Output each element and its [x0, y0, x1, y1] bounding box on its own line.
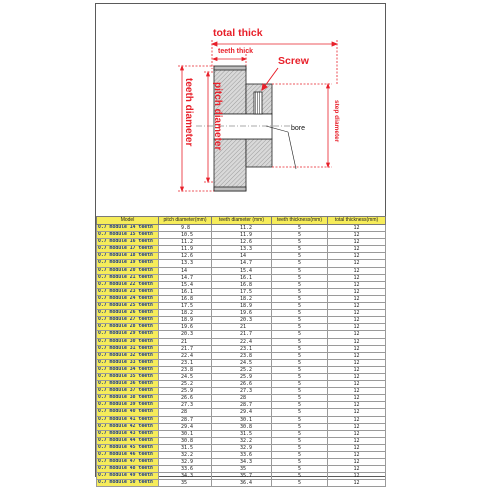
cell-teeth-thickness: 5 [272, 416, 328, 423]
cell-pitch-diameter: 18.9 [159, 317, 212, 324]
cell-total-thickness: 12 [328, 409, 386, 416]
cell-teeth-diameter: 30.8 [212, 423, 272, 430]
cell-model: 0.7 module 39 teeth [97, 402, 159, 409]
table-row [97, 310, 386, 317]
pitch-diameter-label: pitch diameter [212, 82, 223, 151]
cell-teeth-diameter: 21 [212, 324, 272, 331]
cell-teeth-thickness: 5 [272, 444, 328, 451]
cell-pitch-diameter: 14.7 [159, 274, 212, 281]
cell-model: 0.7 module 42 teeth [97, 423, 159, 430]
table-row [97, 444, 386, 451]
table-row [97, 239, 386, 246]
cell-teeth-thickness: 5 [272, 409, 328, 416]
table-row [97, 246, 386, 253]
table-row [97, 303, 386, 310]
cell-total-thickness: 12 [328, 317, 386, 324]
cell-teeth-thickness: 5 [272, 366, 328, 373]
cell-pitch-diameter: 26.6 [159, 395, 212, 402]
cell-model: 0.7 module 31 teeth [97, 345, 159, 352]
gear-dimension-diagram [96, 4, 387, 216]
cell-teeth-diameter: 36.4 [212, 480, 272, 487]
table-row [97, 473, 386, 480]
cell-teeth-thickness: 5 [272, 423, 328, 430]
cell-model: 0.7 module 23 teeth [97, 288, 159, 295]
table-row [97, 416, 386, 423]
cell-model: 0.7 module 17 teeth [97, 246, 159, 253]
cell-model: 0.7 module 19 teeth [97, 260, 159, 267]
cell-pitch-diameter: 32.2 [159, 452, 212, 459]
cell-total-thickness: 12 [328, 310, 386, 317]
cell-teeth-diameter: 11.9 [212, 232, 272, 239]
cell-teeth-diameter: 30.1 [212, 416, 272, 423]
cell-total-thickness: 12 [328, 402, 386, 409]
table-row [97, 480, 386, 487]
cell-teeth-thickness: 5 [272, 452, 328, 459]
cell-pitch-diameter: 28 [159, 409, 212, 416]
cell-teeth-thickness: 5 [272, 310, 328, 317]
cell-teeth-diameter: 24.5 [212, 359, 272, 366]
cell-model: 0.7 module 37 teeth [97, 388, 159, 395]
table-row [97, 274, 386, 281]
cell-model: 0.7 module 36 teeth [97, 381, 159, 388]
cell-model: 0.7 module 44 teeth [97, 437, 159, 444]
cell-teeth-thickness: 5 [272, 480, 328, 487]
cell-teeth-thickness: 5 [272, 338, 328, 345]
cell-teeth-diameter: 16.1 [212, 274, 272, 281]
cell-pitch-diameter: 14 [159, 267, 212, 274]
cell-total-thickness: 12 [328, 466, 386, 473]
table-row [97, 253, 386, 260]
cell-teeth-diameter: 27.3 [212, 388, 272, 395]
cell-model: 0.7 module 14 teeth [97, 225, 159, 232]
cell-pitch-diameter: 25.9 [159, 388, 212, 395]
cell-teeth-diameter: 23.1 [212, 345, 272, 352]
cell-pitch-diameter: 11.2 [159, 239, 212, 246]
cell-teeth-thickness: 5 [272, 388, 328, 395]
cell-model: 0.7 module 18 teeth [97, 253, 159, 260]
cell-teeth-diameter: 33.6 [212, 452, 272, 459]
table-row [97, 402, 386, 409]
cell-model: 0.7 module 32 teeth [97, 352, 159, 359]
cell-teeth-diameter: 22.4 [212, 338, 272, 345]
cell-teeth-thickness: 5 [272, 267, 328, 274]
cell-teeth-thickness: 5 [272, 303, 328, 310]
cell-model: 0.7 module 24 teeth [97, 295, 159, 302]
teeth-thick-label: teeth thick [218, 48, 254, 55]
cell-total-thickness: 12 [328, 395, 386, 402]
cell-total-thickness: 12 [328, 232, 386, 239]
cell-teeth-thickness: 5 [272, 402, 328, 409]
cell-pitch-diameter: 30.8 [159, 437, 212, 444]
cell-total-thickness: 12 [328, 345, 386, 352]
header-total-thickness: total thickness(mm) [328, 217, 386, 225]
cell-pitch-diameter: 23.8 [159, 366, 212, 373]
table-row [97, 352, 386, 359]
cell-total-thickness: 12 [328, 253, 386, 260]
cell-model: 0.7 module 40 teeth [97, 409, 159, 416]
cell-model: 0.7 module 28 teeth [97, 324, 159, 331]
cell-model: 0.7 module 16 teeth [97, 239, 159, 246]
cell-total-thickness: 12 [328, 373, 386, 380]
cell-total-thickness: 12 [328, 366, 386, 373]
table-body [97, 225, 386, 487]
cell-teeth-diameter: 25.9 [212, 373, 272, 380]
bore-label: bore [291, 125, 306, 132]
cell-model: 0.7 module 38 teeth [97, 395, 159, 402]
cell-teeth-thickness: 5 [272, 359, 328, 366]
cell-total-thickness: 12 [328, 430, 386, 437]
cell-total-thickness: 12 [328, 437, 386, 444]
cell-teeth-thickness: 5 [272, 324, 328, 331]
cell-model: 0.7 module 43 teeth [97, 430, 159, 437]
cell-pitch-diameter: 31.5 [159, 444, 212, 451]
table-row [97, 423, 386, 430]
cell-total-thickness: 12 [328, 331, 386, 338]
cell-teeth-diameter: 34.3 [212, 459, 272, 466]
cell-pitch-diameter: 30.1 [159, 430, 212, 437]
cell-teeth-thickness: 5 [272, 246, 328, 253]
table-row [97, 338, 386, 345]
cell-teeth-diameter: 31.5 [212, 430, 272, 437]
cell-teeth-diameter: 19.6 [212, 310, 272, 317]
cell-total-thickness: 12 [328, 281, 386, 288]
table-row [97, 430, 386, 437]
cell-model: 0.7 module 41 teeth [97, 416, 159, 423]
cell-model: 0.7 module 15 teeth [97, 232, 159, 239]
table-row [97, 466, 386, 473]
cell-total-thickness: 12 [328, 381, 386, 388]
cell-pitch-diameter: 15.4 [159, 281, 212, 288]
cell-model: 0.7 module 45 teeth [97, 444, 159, 451]
cell-pitch-diameter: 16.1 [159, 288, 212, 295]
cell-teeth-thickness: 5 [272, 473, 328, 480]
header-teeth-diameter: teeth diameter (mm) [212, 217, 272, 225]
cell-model: 0.7 module 46 teeth [97, 452, 159, 459]
cell-teeth-diameter: 17.5 [212, 288, 272, 295]
cell-total-thickness: 12 [328, 473, 386, 480]
cell-teeth-thickness: 5 [272, 288, 328, 295]
cell-model: 0.7 module 47 teeth [97, 459, 159, 466]
table-row [97, 232, 386, 239]
cell-total-thickness: 12 [328, 480, 386, 487]
table-row [97, 331, 386, 338]
cell-teeth-diameter: 23.8 [212, 352, 272, 359]
cell-teeth-diameter: 32.9 [212, 444, 272, 451]
cell-total-thickness: 12 [328, 267, 386, 274]
cell-pitch-diameter: 23.1 [159, 359, 212, 366]
table-row [97, 437, 386, 444]
cell-teeth-thickness: 5 [272, 274, 328, 281]
header-teeth-thickness: teeth thickness(mm) [272, 217, 328, 225]
cell-pitch-diameter: 34.3 [159, 473, 212, 480]
table-row [97, 267, 386, 274]
cell-total-thickness: 12 [328, 459, 386, 466]
cell-total-thickness: 12 [328, 303, 386, 310]
cell-teeth-thickness: 5 [272, 260, 328, 267]
cell-teeth-diameter: 12.6 [212, 239, 272, 246]
table-row [97, 359, 386, 366]
cell-teeth-diameter: 28 [212, 395, 272, 402]
cell-pitch-diameter: 32.9 [159, 459, 212, 466]
cell-teeth-diameter: 32.2 [212, 437, 272, 444]
cell-teeth-thickness: 5 [272, 345, 328, 352]
cell-teeth-thickness: 5 [272, 295, 328, 302]
table-row [97, 459, 386, 466]
cell-total-thickness: 12 [328, 274, 386, 281]
cell-model: 0.7 module 25 teeth [97, 303, 159, 310]
cell-teeth-diameter: 28.7 [212, 402, 272, 409]
cell-model: 0.7 module 22 teeth [97, 281, 159, 288]
cell-teeth-diameter: 15.4 [212, 267, 272, 274]
step-diameter-label: step diameter [333, 100, 340, 143]
cell-model: 0.7 module 48 teeth [97, 466, 159, 473]
cell-pitch-diameter: 25.2 [159, 381, 212, 388]
cell-model: 0.7 module 29 teeth [97, 331, 159, 338]
cell-pitch-diameter: 19.6 [159, 324, 212, 331]
cell-pitch-diameter: 27.3 [159, 402, 212, 409]
cell-pitch-diameter: 21 [159, 338, 212, 345]
teeth-diameter-label: teeth diameter [183, 78, 194, 147]
cell-pitch-diameter: 33.6 [159, 466, 212, 473]
cell-teeth-diameter: 16.8 [212, 281, 272, 288]
table-row [97, 373, 386, 380]
cell-pitch-diameter: 17.5 [159, 303, 212, 310]
table-row [97, 345, 386, 352]
cell-teeth-thickness: 5 [272, 331, 328, 338]
cell-teeth-thickness: 5 [272, 381, 328, 388]
table-row [97, 366, 386, 373]
cell-total-thickness: 12 [328, 452, 386, 459]
cell-teeth-thickness: 5 [272, 239, 328, 246]
table-row [97, 225, 386, 232]
cell-total-thickness: 12 [328, 352, 386, 359]
cell-teeth-diameter: 21.7 [212, 331, 272, 338]
cell-total-thickness: 12 [328, 295, 386, 302]
screw-label: Screw [278, 55, 309, 67]
cell-pitch-diameter: 12.6 [159, 253, 212, 260]
cell-model: 0.7 module 34 teeth [97, 366, 159, 373]
cell-teeth-thickness: 5 [272, 395, 328, 402]
cell-teeth-thickness: 5 [272, 253, 328, 260]
table-row [97, 295, 386, 302]
cell-model: 0.7 module 30 teeth [97, 338, 159, 345]
header-pitch-diameter: pitch diameter(mm) [159, 217, 212, 225]
cell-teeth-diameter: 35 [212, 466, 272, 473]
cell-teeth-diameter: 20.3 [212, 317, 272, 324]
cell-total-thickness: 12 [328, 338, 386, 345]
spec-sheet [95, 3, 386, 487]
cell-pitch-diameter: 18.2 [159, 310, 212, 317]
cell-pitch-diameter: 11.9 [159, 246, 212, 253]
specification-table [96, 216, 386, 487]
cell-teeth-diameter: 35.7 [212, 473, 272, 480]
cell-total-thickness: 12 [328, 288, 386, 295]
cell-total-thickness: 12 [328, 359, 386, 366]
cell-total-thickness: 12 [328, 423, 386, 430]
cell-model: 0.7 module 27 teeth [97, 317, 159, 324]
table-row [97, 260, 386, 267]
cell-teeth-thickness: 5 [272, 232, 328, 239]
table-row [97, 388, 386, 395]
cell-pitch-diameter: 35 [159, 480, 212, 487]
cell-total-thickness: 12 [328, 416, 386, 423]
cell-teeth-diameter: 18.2 [212, 295, 272, 302]
cell-pitch-diameter: 13.3 [159, 260, 212, 267]
table-row [97, 409, 386, 416]
cell-model: 0.7 module 50 teeth [97, 480, 159, 487]
cell-model: 0.7 module 35 teeth [97, 373, 159, 380]
cell-teeth-diameter: 11.2 [212, 225, 272, 232]
cell-teeth-diameter: 14 [212, 253, 272, 260]
table-row [97, 452, 386, 459]
cell-model: 0.7 module 33 teeth [97, 359, 159, 366]
cell-total-thickness: 12 [328, 260, 386, 267]
table-row [97, 381, 386, 388]
cell-pitch-diameter: 21.7 [159, 345, 212, 352]
cell-teeth-thickness: 5 [272, 317, 328, 324]
cell-pitch-diameter: 16.8 [159, 295, 212, 302]
cell-total-thickness: 12 [328, 324, 386, 331]
cell-pitch-diameter: 9.8 [159, 225, 212, 232]
cell-teeth-thickness: 5 [272, 352, 328, 359]
cell-pitch-diameter: 24.5 [159, 373, 212, 380]
cell-pitch-diameter: 28.7 [159, 416, 212, 423]
cell-pitch-diameter: 20.3 [159, 331, 212, 338]
cell-teeth-thickness: 5 [272, 281, 328, 288]
cell-total-thickness: 12 [328, 246, 386, 253]
cell-total-thickness: 12 [328, 388, 386, 395]
cell-teeth-diameter: 13.3 [212, 246, 272, 253]
table-row [97, 288, 386, 295]
cell-pitch-diameter: 10.5 [159, 232, 212, 239]
cell-teeth-diameter: 26.6 [212, 381, 272, 388]
cell-teeth-thickness: 5 [272, 437, 328, 444]
cell-total-thickness: 12 [328, 239, 386, 246]
header-model: Model [97, 217, 159, 225]
cell-teeth-diameter: 25.2 [212, 366, 272, 373]
cell-teeth-thickness: 5 [272, 373, 328, 380]
cell-teeth-thickness: 5 [272, 466, 328, 473]
cell-total-thickness: 12 [328, 444, 386, 451]
cell-model: 0.7 module 20 teeth [97, 267, 159, 274]
cell-teeth-diameter: 18.9 [212, 303, 272, 310]
cell-model: 0.7 module 21 teeth [97, 274, 159, 281]
cell-model: 0.7 module 49 teeth [97, 473, 159, 480]
cell-teeth-diameter: 14.7 [212, 260, 272, 267]
cell-teeth-thickness: 5 [272, 225, 328, 232]
table-row [97, 317, 386, 324]
cell-teeth-thickness: 5 [272, 459, 328, 466]
cell-teeth-diameter: 29.4 [212, 409, 272, 416]
cell-total-thickness: 12 [328, 225, 386, 232]
cell-model: 0.7 module 26 teeth [97, 310, 159, 317]
cell-teeth-thickness: 5 [272, 430, 328, 437]
table-row [97, 324, 386, 331]
total-thick-label: total thick [213, 27, 263, 39]
cell-pitch-diameter: 29.4 [159, 423, 212, 430]
table-row [97, 395, 386, 402]
table-row [97, 281, 386, 288]
cell-pitch-diameter: 22.4 [159, 352, 212, 359]
table-header-row [97, 217, 386, 225]
